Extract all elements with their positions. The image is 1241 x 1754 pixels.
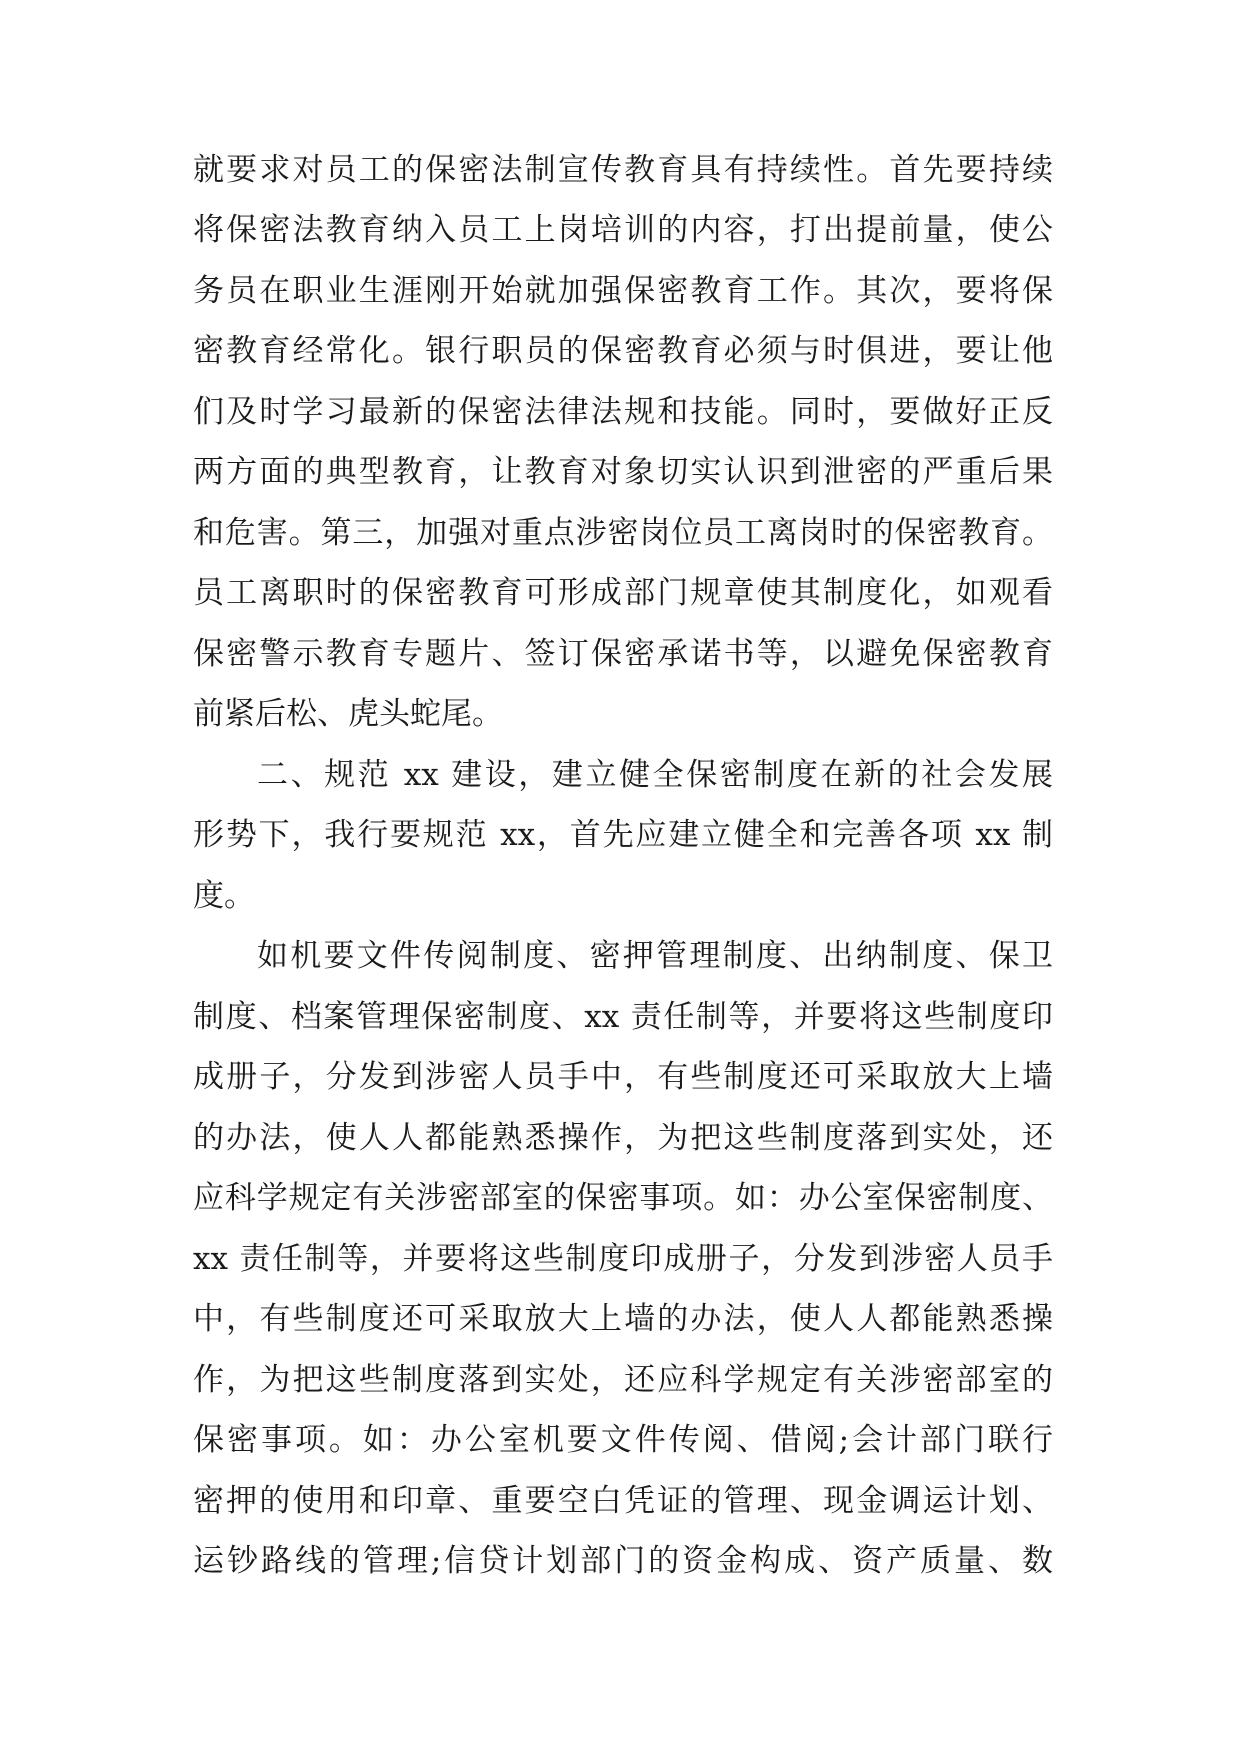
text-line: 的办法，使人人都能熟悉操作，为把这些制度落到实处，还 bbox=[193, 1120, 1053, 1156]
text-line: 前紧后松、虎头蛇尾。 bbox=[193, 696, 503, 732]
text-line: 将保密法教育纳入员工上岗培训的内容，打出提前量，使公 bbox=[193, 212, 1053, 248]
text-line: 们及时学习最新的保密法律法规和技能。同时，要做好正反 bbox=[193, 394, 1053, 430]
text-line: xx 责任制等，并要将这些制度印成册子，分发到涉密人员手 bbox=[193, 1241, 1053, 1277]
section-heading-line: 二、规范 xx 建设，建立健全保密制度在新的社会发展 bbox=[257, 757, 1053, 793]
text-line: 员工离职时的保密教育可形成部门规章使其制度化，如观看 bbox=[193, 575, 1053, 611]
text-line: 两方面的典型教育，让教育对象切实认识到泄密的严重后果 bbox=[193, 454, 1053, 490]
text-line: 务员在职业生涯刚开始就加强保密教育工作。其次，要将保 bbox=[193, 273, 1053, 309]
text-line: 应科学规定有关涉密部室的保密事项。如：办公室保密制度、 bbox=[193, 1180, 1053, 1216]
text-line: 运钞路线的管理;信贷计划部门的资金构成、资产质量、数 bbox=[193, 1543, 1053, 1579]
text-line: 度。 bbox=[193, 878, 255, 914]
text-line: 密押的使用和印章、重要空白凭证的管理、现金调运计划、 bbox=[193, 1483, 1053, 1519]
text-line: 保密警示教育专题片、签订保密承诺书等，以避免保密教育 bbox=[193, 636, 1053, 672]
text-line: 作，为把这些制度落到实处，还应科学规定有关涉密部室的 bbox=[193, 1362, 1053, 1398]
text-line: 中，有些制度还可采取放大上墙的办法，使人人都能熟悉操 bbox=[193, 1301, 1053, 1337]
paragraph-first-line: 如机要文件传阅制度、密押管理制度、出纳制度、保卫 bbox=[257, 938, 1053, 974]
text-line: 和危害。第三，加强对重点涉密岗位员工离岗时的保密教育。 bbox=[193, 515, 1053, 551]
text-line: 密教育经常化。银行职员的保密教育必须与时俱进，要让他 bbox=[193, 333, 1053, 369]
text-line: 制度、档案管理保密制度、xx 责任制等，并要将这些制度印 bbox=[193, 999, 1053, 1035]
text-line: 形势下，我行要规范 xx，首先应建立健全和完善各项 xx 制 bbox=[193, 817, 1053, 853]
text-line: 就要求对员工的保密法制宣传教育具有持续性。首先要持续 bbox=[193, 152, 1053, 188]
text-line: 成册子，分发到涉密人员手中，有些制度还可采取放大上墙 bbox=[193, 1059, 1053, 1095]
text-line: 保密事项。如：办公室机要文件传阅、借阅;会计部门联行 bbox=[193, 1422, 1053, 1458]
